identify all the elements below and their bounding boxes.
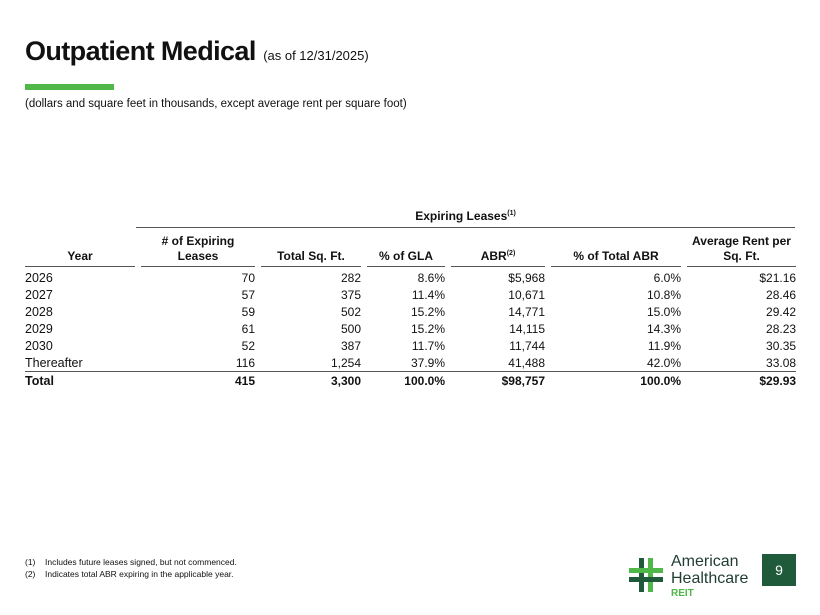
lease-expiration-table xyxy=(25,208,796,390)
table-row xyxy=(25,269,796,286)
footnote-ref-2: (2) xyxy=(506,250,516,257)
cell-gla: 11.7% xyxy=(411,338,445,353)
cell-abr: $5,968 xyxy=(508,270,545,285)
footnote-ref-1: (1) xyxy=(507,210,516,217)
cell-year: 2030 xyxy=(25,338,53,353)
cell-gla: 15.2% xyxy=(410,321,445,336)
cell-pct-abr: 10.8% xyxy=(646,287,681,302)
cell-pct-abr: 15.0% xyxy=(646,304,681,319)
cell-sqft: 387 xyxy=(340,338,361,353)
units-note: (dollars and square feet in thousands, except average rent per square foot) xyxy=(25,98,407,110)
cell-gla: 15.2% xyxy=(410,304,445,319)
cell-rent: $29.93 xyxy=(759,374,797,388)
title-main: Outpatient Medical xyxy=(25,36,256,66)
col-expiring-leases: # of Expiring Leases xyxy=(135,231,255,269)
cell-year: 2028 xyxy=(25,304,53,319)
cell-sqft: 500 xyxy=(340,321,361,336)
footnote-2: (2) Indicates total ABR expiring in the applicable year. xyxy=(25,569,234,579)
cell-year: 2026 xyxy=(25,270,53,285)
col-year: Year xyxy=(25,231,135,269)
cell-abr: 14,115 xyxy=(509,321,545,336)
cell-gla: 11.4% xyxy=(411,287,445,302)
cell-abr: 14,771 xyxy=(508,304,545,319)
cell-sqft: 502 xyxy=(340,304,361,319)
cell-year: Total xyxy=(25,374,54,388)
cell-pct-abr: 14.3% xyxy=(646,321,681,336)
col-total-sqft: Total Sq. Ft. xyxy=(255,231,361,269)
cell-leases: 57 xyxy=(241,287,255,302)
cell-year: Thereafter xyxy=(25,354,135,372)
logo-text-line2: Healthcare xyxy=(671,570,749,587)
cell-sqft: 375 xyxy=(340,287,361,302)
table-row xyxy=(25,303,796,320)
cell-rent: $21.16 xyxy=(759,270,797,285)
cell-sqft: 282 xyxy=(340,270,361,285)
cell-leases: 415 xyxy=(234,374,255,388)
table-row xyxy=(25,286,796,303)
title-date: (as of 12/31/2025) xyxy=(263,48,369,63)
cell-rent: 28.46 xyxy=(766,287,797,302)
col-avg-rent: Average Rent per Sq. Ft. xyxy=(681,231,796,269)
page-title xyxy=(25,36,369,67)
col-pct-total-abr: % of Total ABR xyxy=(545,231,681,269)
cell-rent: 29.42 xyxy=(766,304,797,319)
cell-leases: 116 xyxy=(135,354,255,372)
cell-gla: 8.6% xyxy=(417,270,445,285)
cell-gla: 37.9% xyxy=(361,354,445,372)
table-row xyxy=(25,354,796,372)
cell-sqft: 1,254 xyxy=(255,354,361,372)
table-group-header-row xyxy=(25,208,796,231)
table-total-row xyxy=(25,372,796,391)
footnotes xyxy=(25,556,237,580)
cell-leases: 70 xyxy=(241,270,255,285)
cell-abr: 11,744 xyxy=(509,338,545,353)
cell-year: 2027 xyxy=(25,287,53,302)
cell-leases: 59 xyxy=(241,304,255,319)
title-accent-bar xyxy=(25,84,114,90)
col-abr: ABR$^{(2)}$ xyxy=(445,231,545,269)
expiring-leases-header: Expiring Leases$^{(1)}$ xyxy=(135,208,796,231)
cell-leases: 61 xyxy=(241,321,255,336)
cell-rent: 33.08 xyxy=(681,354,796,372)
cell-pct-abr: 11.9% xyxy=(647,338,681,353)
logo-text-reit: REIT xyxy=(671,588,694,599)
cross-logo-icon xyxy=(629,558,663,592)
logo-text-line1: American xyxy=(671,553,739,570)
col-pct-gla: % of GLA xyxy=(361,231,445,269)
footnote-1: (1) Includes future leases signed, but not commenced. xyxy=(25,557,237,567)
cell-pct-abr: 100.0% xyxy=(640,374,681,388)
cell-abr: 10,671 xyxy=(508,287,545,302)
cell-sqft: 3,300 xyxy=(330,374,361,388)
cell-year: 2029 xyxy=(25,321,53,336)
cell-abr: $98,757 xyxy=(501,374,545,388)
page-number-badge: 9 xyxy=(762,554,796,586)
cell-abr: 41,488 xyxy=(445,354,545,372)
cell-pct-abr: 42.0% xyxy=(545,354,681,372)
cell-pct-abr: 6.0% xyxy=(653,270,681,285)
table-row xyxy=(25,320,796,337)
cell-leases: 52 xyxy=(241,338,255,353)
cell-rent: 28.23 xyxy=(766,321,797,336)
cell-rent: 30.35 xyxy=(766,338,797,353)
table-row xyxy=(25,337,796,354)
cell-gla: 100.0% xyxy=(404,374,445,388)
table-column-header-row xyxy=(25,231,796,269)
